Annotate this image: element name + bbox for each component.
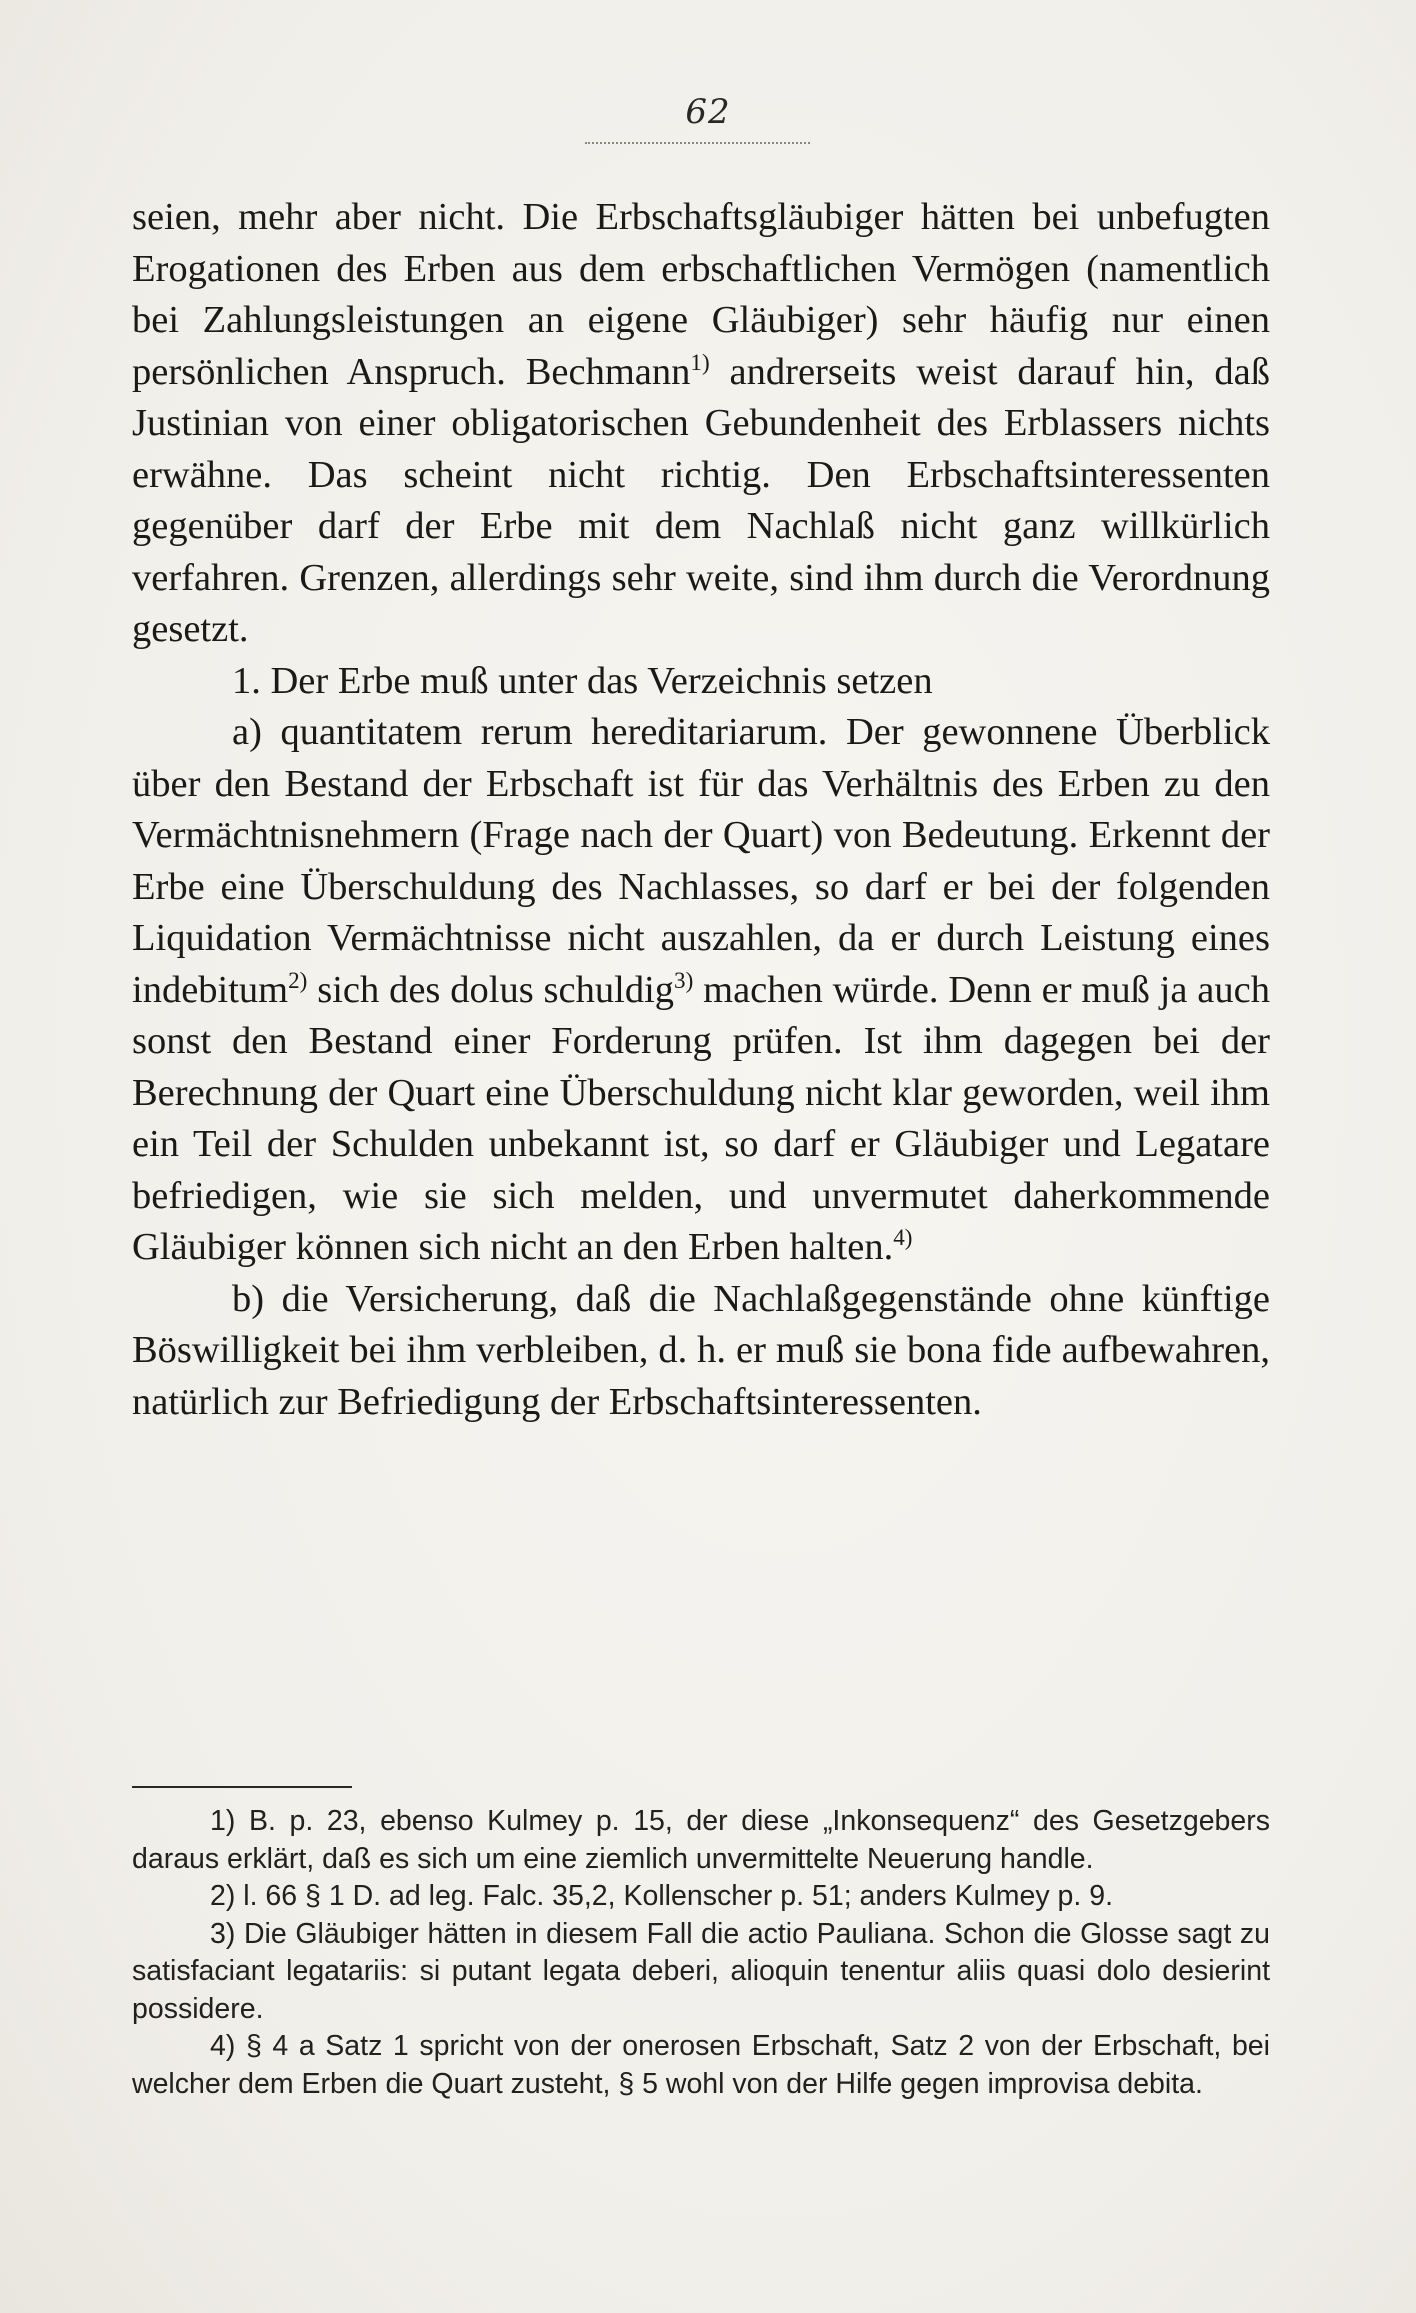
page-number-ornament: [585, 142, 810, 144]
list-item-1: 1. Der Erbe muß unter das Verzeichnis setzen: [232, 659, 933, 702]
footnote-divider: [132, 1786, 352, 1788]
list-item-b: b) die Versicherung, daß die Nachlaßgegenstände ohne künftige Böswilligkeit bei ihm verbleiben, d. h. er muß sie bona fide aufbewahren, natürlich zur Befriedigung der Erbschaftsinteressenten.: [132, 1277, 1270, 1423]
footnote-ref-4: 4): [893, 1224, 913, 1251]
paragraph-1: [132, 192, 1270, 656]
footnote-ref-1: 1): [690, 348, 710, 375]
footnote-ref-3: 3): [674, 966, 694, 993]
footnote-3: 3) Die Gläubiger hätten in diesem Fall die actio Pauliana. Schon die Glosse sagt zu satisfaciant legatariis: si putant legata deberi, alioquin tenentur aliis quasi dolo desierint possidere.: [132, 1917, 1270, 2025]
footnote-4: 4) § 4 a Satz 1 spricht von der onerosen Erbschaft, Satz 2 von der Erbschaft, bei welcher dem Erben die Quart zusteht, § 5 wohl von der Hilfe gegen improvisa debita.: [132, 2030, 1270, 2100]
footnotes: [132, 1803, 1270, 2103]
footnote-ref-2: 2): [288, 966, 308, 993]
list-item-a-text-c: machen würde. Denn er muß ja auch sonst den Bestand einer Forderung prüfen. Ist ihm dagegen bei der Berechnung der Quart eine Überschuldung nicht klar geworden, weil ihm ein Teil der Schulden unbekannt ist, so darf er Gläubiger und Legatare befriedigen, wie sie sich melden, und unvermutet daherkommende Gläubiger können sich nicht an den Erben halten.: [132, 968, 1270, 1268]
list-item-a-text-b: sich des dolus schuldig: [307, 968, 675, 1011]
list-item-a-text-a: a) quantitatem rerum hereditariarum. Der gewonnene Überblick über den Bestand der Erbschaft ist für das Verhältnis des Erben zu den Vermächtnisnehmern (Frage nach der Quart) von Bedeutung. Erkennt der Erbe eine Überschuldung des Nachlasses, so darf er bei der folgenden Liquidation Vermächtnisse nicht auszahlen, da er durch Leistung eines indebitum: [132, 711, 1270, 1011]
main-text: [132, 192, 1270, 1428]
footnote-2: 2) l. 66 § 1 D. ad leg. Falc. 35,2, Kollenscher p. 51; anders Kulmey p. 9.: [210, 1880, 1113, 1912]
page-number: 62: [685, 92, 731, 132]
paragraph-1-text-b: andrerseits weist darauf hin, daß Justinian von einer obligatorischen Gebundenheit des Erblassers nichts erwähne. Das scheint nicht richtig. Den Erbschaftsinteressenten gegenüber darf der Erbe mit dem Nachlaß nicht ganz willkürlich verfahren. Grenzen, allerdings sehr weite, sind ihm durch die Verordnung gesetzt.: [132, 350, 1270, 650]
paragraph-1-text-a: seien, mehr aber nicht. Die Erbschaftsgläubiger hätten bei unbefugten Erogationen des Erben aus dem erbschaftlichen Vermögen (namentlich bei Zahlungsleistungen an eigene Gläubiger) sehr häufig nur einen persönlichen Anspruch. Bechmann: [132, 196, 1270, 393]
list-item-a: [132, 707, 1270, 1274]
footnote-1: 1) B. p. 23, ebenso Kulmey p. 15, der diese „Inkonsequenz“ des Gesetzgebers daraus erklärt, daß es sich um eine ziemlich unvermittelte Neuerung handle.: [132, 1805, 1270, 1875]
